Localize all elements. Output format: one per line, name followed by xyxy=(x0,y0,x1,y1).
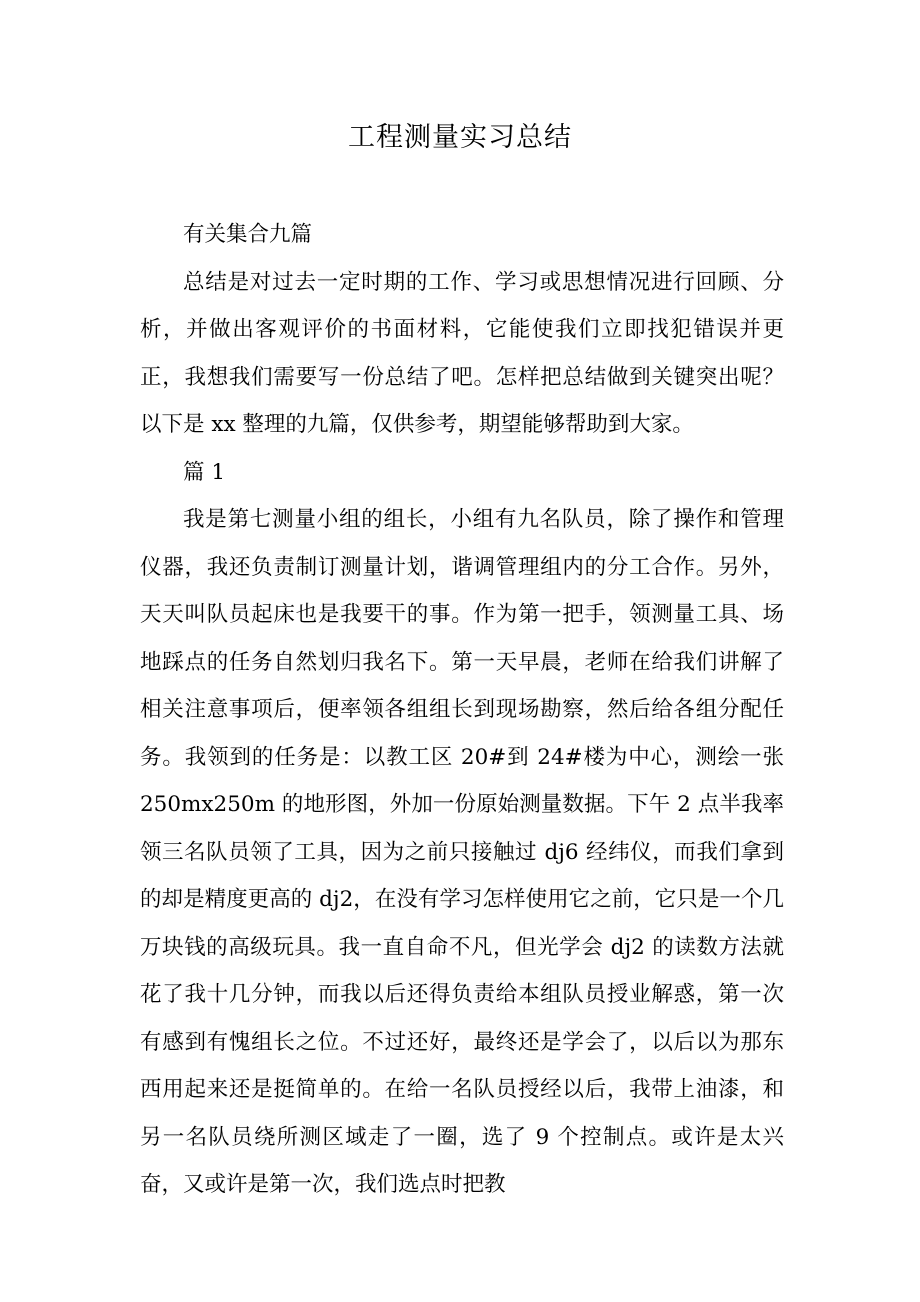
section-paragraph: 我是第七测量小组的组长，小组有九名队员，除了操作和管理仪器，我还负责制订测量计划，谐调管理组内的分工合作。另外，天天叫队员起床也是我要干的事。作为第一把手，领测量工具、场地踩点的任务自然划归我名下。第一天早晨，老师在给我们讲解了相关注意事项后，便率领各组组长到现场勘察，然后给各组分配任务。我领到的任务是：以教工区 20#到 24#楼为中心，测绘一张 250mx250m 的地形图，外加一份原始测量数据。下午 2 点半我率领三名队员领了工具，因为之前只接触过 dj6 经纬仪，而我们拿到的却是精度更高的 dj2，在没有学习怎样使用它之前，它只是一个几万块钱的高级玩具。我一直自命不凡，但光学会 dj2 的读数方法就花了我十几分钟，而我以后还得负责给本组队员授业解惑，第一次有感到有愧组长之位。不过还好，最终还是学会了，以后以为那东西用起来还是挺简单的。在给一名队员授经以后，我带上油漆，和另一名队员绕所测区域走了一圈，选了 9 个控制点。或许是太兴奋，又或许是第一次，我们选点时把教 xyxy=(140,507,784,1197)
document-subtitle: 有关集合九篇 xyxy=(183,222,313,247)
section-label: 篇 1 xyxy=(183,459,226,485)
intro-paragraph: 总结是对过去一定时期的工作、学习或思想情况进行回顾、分析，并做出客观评价的书面材料，它能使我们立即找犯错误并更正，我想我们需要写一份总结了吧。怎样把总结做到关键突出呢？以下是 xx 整理的九篇，仅供参考，期望能够帮助到大家。 xyxy=(140,269,784,437)
document-title: 工程测量实习总结 xyxy=(348,122,572,153)
document-body xyxy=(140,211,784,1209)
